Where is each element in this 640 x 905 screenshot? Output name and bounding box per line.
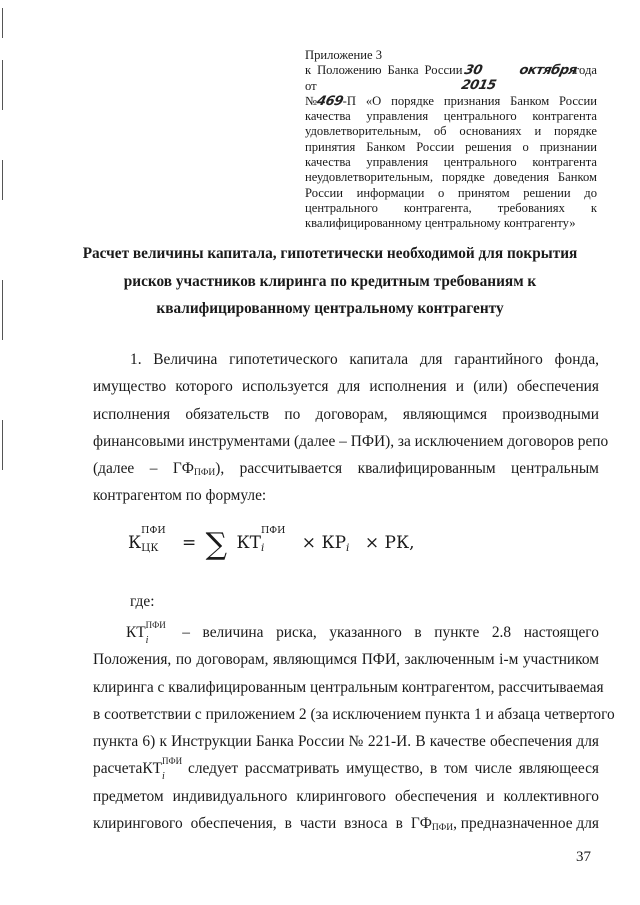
- scan-edge-line: [2, 420, 3, 470]
- kt-symbol: КТ ПФИ i: [126, 620, 166, 646]
- formula-kr-symbol: КР i: [321, 533, 350, 554]
- paragraph-line: предметом индивидуального клирингового обеспечения и коллективного: [93, 787, 599, 805]
- page-number: 37: [576, 849, 591, 865]
- appendix-regulation-date-line: к Положению Банка России от 30 октября 2015 года: [305, 63, 597, 94]
- paragraph-1: [93, 346, 609, 510]
- paragraph-line: расчета КТ ПФИ i следует рассматривать имущество, в том числе являющееся: [93, 756, 599, 783]
- paragraph-line: 1. Величина гипотетического капитала для гарантийного фонда,: [130, 351, 599, 368]
- formula-equals: =: [181, 533, 197, 553]
- paragraph-line: контрагентом по формуле:: [93, 487, 267, 505]
- scan-edge-line: [2, 60, 3, 110]
- formula: [128, 527, 415, 562]
- appendix-line: неудовлетворительным, порядке доведения Банком: [305, 170, 597, 185]
- handwritten-number: 469: [315, 93, 345, 109]
- appendix-line: России информации о принятом решении до: [305, 185, 597, 200]
- paragraph-line: финансовыми инструментами (далее – ПФИ), за исключением договоров репо: [93, 432, 609, 450]
- where-label: где:: [130, 593, 155, 610]
- paragraph-line: клиринга с квалифицированным центральным контрагентом, рассчитываемая: [93, 678, 604, 696]
- scan-edge-line: [2, 8, 3, 38]
- title-line: рисков участников клиринга по кредитным требованиям к: [123, 272, 537, 290]
- paragraph-line: КТ ПФИ i – величина риска, указанного в пункте 2.8 настоящего: [126, 620, 599, 646]
- appendix-title: Приложение 3: [305, 48, 383, 62]
- formula-k-symbol: К ПФИ ЦК: [128, 525, 166, 554]
- handwritten-date: 30 октября 2015: [459, 63, 578, 94]
- formula-sum-symbol: ∑: [205, 527, 228, 562]
- title-line: Расчет величины капитала, гипотетически необходимой для покрытия: [82, 245, 578, 262]
- paragraph-line: имущество которого используется для исполнения и (или) обеспечения: [93, 378, 599, 396]
- paragraph-line: исполнения обязательств по договорам, являющимся производными: [93, 405, 599, 423]
- appendix-line: качества управления центрального контрагента: [305, 109, 597, 124]
- scan-edge-line: [2, 280, 3, 340]
- paragraph-line: Положения, по договорам, являющимся ПФИ, заключенным i-м участником: [93, 651, 599, 669]
- appendix-line: качества управления центрального контрагента: [305, 155, 597, 170]
- appendix-line: удовлетворительным, об основаниях и порядке: [305, 124, 597, 139]
- paragraph-line: пункта 6) к Инструкции Банка России № 221-И. В качестве обеспечения для: [93, 733, 599, 751]
- paragraph-2: [93, 619, 615, 837]
- formula-times: ×: [364, 533, 380, 553]
- scan-edge-line: [2, 160, 3, 200]
- paragraph-line: (далее – $ГФ_{ПФИ}$), рассчитывается квалифицированным центральным: [93, 460, 599, 479]
- formula-times: ×: [301, 533, 317, 553]
- paragraph-line: в соответствии с приложением 2 (за исключением пункта 1 и абзаца четвертого: [93, 705, 615, 723]
- formula-rk-symbol: РК,: [384, 533, 415, 553]
- appendix-header: [305, 48, 597, 232]
- title-line: квалифицированному центральному контрагенту: [156, 300, 504, 317]
- formula-kt-symbol: КТ ПФИ i: [236, 525, 286, 554]
- appendix-line: центрального контрагента, требованиях к: [305, 200, 597, 215]
- appendix-line: принятия Банком России решения о признании: [305, 139, 597, 154]
- appendix-regulation-number-line: № 469 -П «О порядке признания Банком России: [305, 93, 597, 109]
- paragraph-line: клирингового обеспечения, в части взноса в $ГФ_{ПФИ}$ , предназначенное для: [93, 815, 599, 834]
- document-title: [60, 240, 600, 323]
- appendix-line: квалифицированному центральному контрагенту»: [305, 216, 576, 231]
- kt-symbol: КТ ПФИ i: [142, 756, 183, 783]
